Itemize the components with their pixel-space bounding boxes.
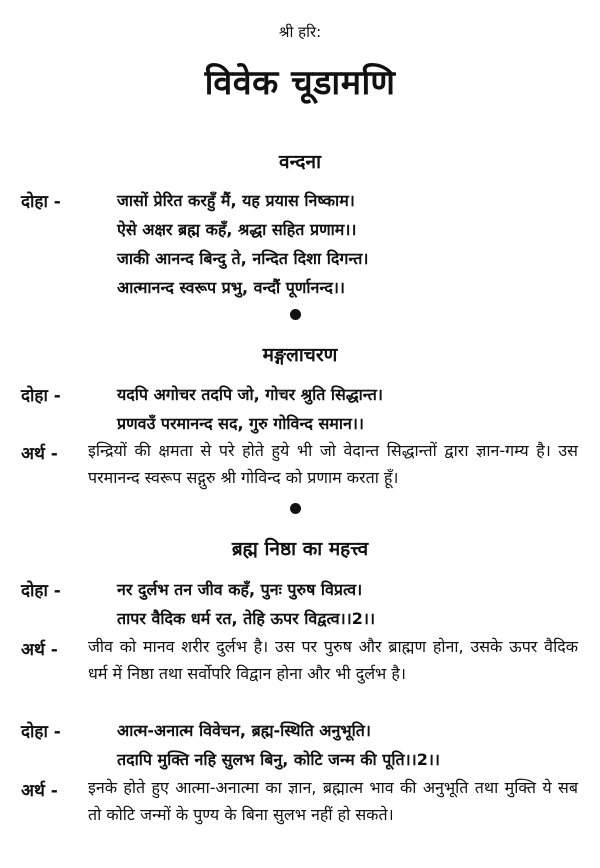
doha-label: दोहा - (21, 722, 61, 742)
section-divider-dot (290, 503, 301, 514)
verse-line: आत्म-अनात्म विवेचन, ब्रह्म-स्थिति अनुभूति। (117, 721, 371, 740)
verse-line: तदापि मुक्ति नहि सुलभ बिनु, कोटि जन्म की पूति।।2।। (117, 750, 440, 769)
verse-line: प्रणवउँ परमानन्द सद, गुरु गोविन्द समान।। (117, 414, 364, 433)
section-divider-dot (290, 309, 301, 320)
verse-line: तापर वैदिक धर्म रत, तेहि ऊपर विद्वत्व।।2।। (117, 609, 376, 628)
section-title-vandana: वन्दना (279, 151, 321, 173)
meaning-paragraph: जीव को मानव शरीर दुर्लभ है। उस पर पुरुष और ब्राह्मण होना, उसके ऊपर वैदिक धर्म में निष्ठा तथा सर्वोपरि विद्वान होना और भी दुर्लभ है। (88, 637, 578, 683)
meaning-paragraph: इन्द्रियों की क्षमता से परे होते हुये भी जो वेदान्त सिद्धान्तों द्वारा ज्ञान-गम्य है। उस परमानन्द स्वरूप सद्गुरु श्री गोविन्द को प्रणाम करता हूँ। (88, 441, 578, 487)
meaning-label: अर्थ - (21, 640, 58, 660)
verse-line: जासों प्रेरित करहुँ मैं, यह प्रयास निष्काम। (117, 191, 355, 210)
meaning-paragraph: इनके होते हुए आत्मा-अनात्मा का ज्ञान, ब्रह्मात्म भाव की अनुभूति तथा मुक्ति ये सब तो कोटि जन्मों के पुण्य के बिना सुलभ नहीं हो सकते। (88, 778, 578, 824)
verse-line: यदपि अगोचर तदपि जो, गोचर श्रुति सिद्धान्त। (117, 385, 383, 404)
meaning-label: अर्थ - (21, 781, 58, 801)
verse-line: ऐसे अक्षर ब्रह्म कहँ, श्रद्धा सहित प्रणाम।। (117, 220, 357, 239)
doha-label: दोहा - (21, 581, 61, 601)
book-title: विवेक चूडामणि (204, 63, 396, 103)
section-title-mangalacharan: मङ्गलाचरण (262, 344, 338, 366)
meaning-label: अर्थ - (21, 444, 58, 464)
verse-line: नर दुर्लभ तन जीव कहँ, पुनः पुरुष विप्रत्व। (117, 580, 363, 599)
doha-label: दोहा - (21, 192, 61, 212)
invocation-heading: श्री हरि: (278, 23, 322, 41)
verse-line: आत्मानन्द स्वरूप प्रभु, वन्दौं पूर्णानन्द।। (117, 278, 345, 297)
doha-label: दोहा - (21, 386, 61, 406)
section-title-brahma-nishtha: ब्रह्म निष्ठा का महत्त्व (231, 538, 369, 560)
verse-line: जाकी आनन्द बिन्दु ते, नन्दित दिशा दिगन्त। (117, 249, 369, 268)
